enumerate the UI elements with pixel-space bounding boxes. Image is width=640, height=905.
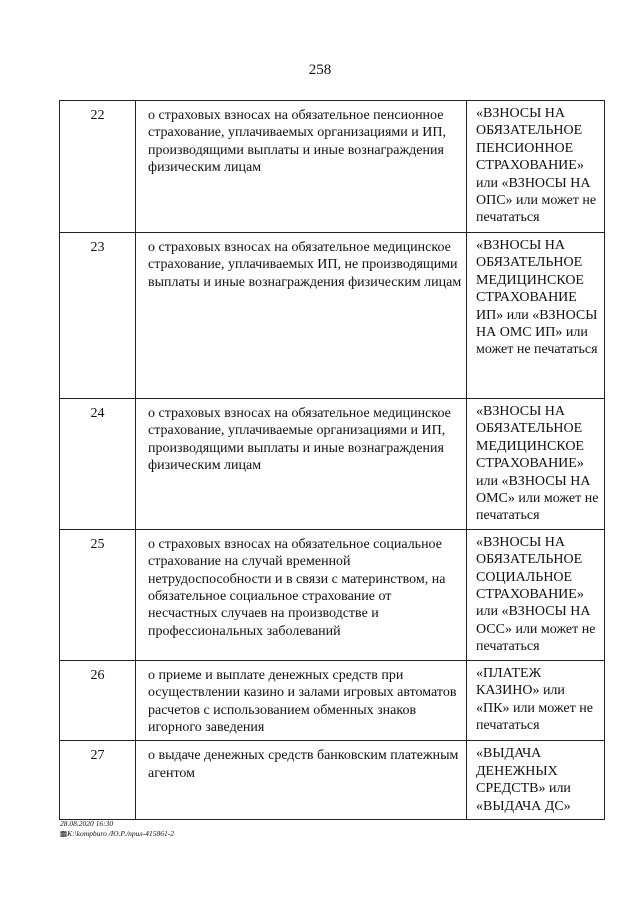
table-row: [60, 399, 605, 530]
row-description: о выдаче денежных средств банковским платежным агентом: [136, 741, 467, 820]
table-row: [60, 233, 605, 399]
row-description: о страховых взносах на обязательное пенсионное страхование, уплачиваемых организациями и ИП, производящими выплаты и иные вознаграждения физическим лицам: [136, 101, 467, 233]
document-footer: [60, 819, 174, 838]
row-number: 22: [60, 101, 136, 233]
footer-timestamp: 28.08.2020 16:30: [60, 819, 114, 828]
requisites-table: [59, 100, 605, 820]
row-description: о страховых взносах на обязательное медицинское страхование, уплачиваемые организациями и ИП, производящими выплаты и иные вознаграждения физическим лицам: [136, 399, 467, 530]
page-number: 258: [308, 62, 332, 78]
row-description: о приеме и выплате денежных средств при осуществлении казино и залами игровых автоматов расчетов с использованием обменных знаков игорного заведения: [136, 660, 467, 741]
table-row: [60, 741, 605, 820]
table-row: [60, 529, 605, 660]
row-number: 24: [60, 399, 136, 530]
table-row: [60, 101, 605, 233]
row-print-text: «ВЗНОСЫ НА ОБЯЗАТЕЛЬНОЕ МЕДИЦИНСКОЕ СТРАХОВАНИЕ» или «ВЗНОСЫ НА ОМС» или может не печататься: [467, 399, 605, 530]
row-description: о страховых взносах на обязательное медицинское страхование, уплачиваемых ИП, не производящими выплаты и иные вознаграждения физическим лицам: [136, 233, 467, 399]
computer-icon: ▩: [60, 828, 68, 838]
row-description: о страховых взносах на обязательное социальное страхование на случай временной нетрудоспособности и в связи с материнством, на обязательное социальное страхование от несчастных случаев на производстве и профессиональных заболеваний: [136, 529, 467, 660]
table-row: [60, 660, 605, 741]
row-print-text: «ВЗНОСЫ НА ОБЯЗАТЕЛЬНОЕ ПЕНСИОННОЕ СТРАХОВАНИЕ» или «ВЗНОСЫ НА ОПС» или может не печататься: [467, 101, 605, 233]
row-number: 25: [60, 529, 136, 660]
footer-path-line: [60, 829, 174, 839]
row-number: 23: [60, 233, 136, 399]
row-print-text: «ВЗНОСЫ НА ОБЯЗАТЕЛЬНОЕ МЕДИЦИНСКОЕ СТРАХОВАНИЕ ИП» или «ВЗНОСЫ НА ОМС ИП» или может не печататься: [467, 233, 605, 399]
row-number: 27: [60, 741, 136, 820]
row-number: 26: [60, 660, 136, 741]
row-print-text: «ВЫДАЧА ДЕНЕЖНЫХ СРЕДСТВ» или «ВЫДАЧА ДС»: [467, 741, 605, 820]
row-print-text: «ПЛАТЕЖ КАЗИНО» или «ПК» или может не печататься: [467, 660, 605, 741]
row-print-text: «ВЗНОСЫ НА ОБЯЗАТЕЛЬНОЕ СОЦИАЛЬНОЕ СТРАХОВАНИЕ» или «ВЗНОСЫ НА ОСС» или может не печататься: [467, 529, 605, 660]
footer-path: K:\kompburo /Ю.Р./прил-415861-2: [67, 828, 174, 838]
